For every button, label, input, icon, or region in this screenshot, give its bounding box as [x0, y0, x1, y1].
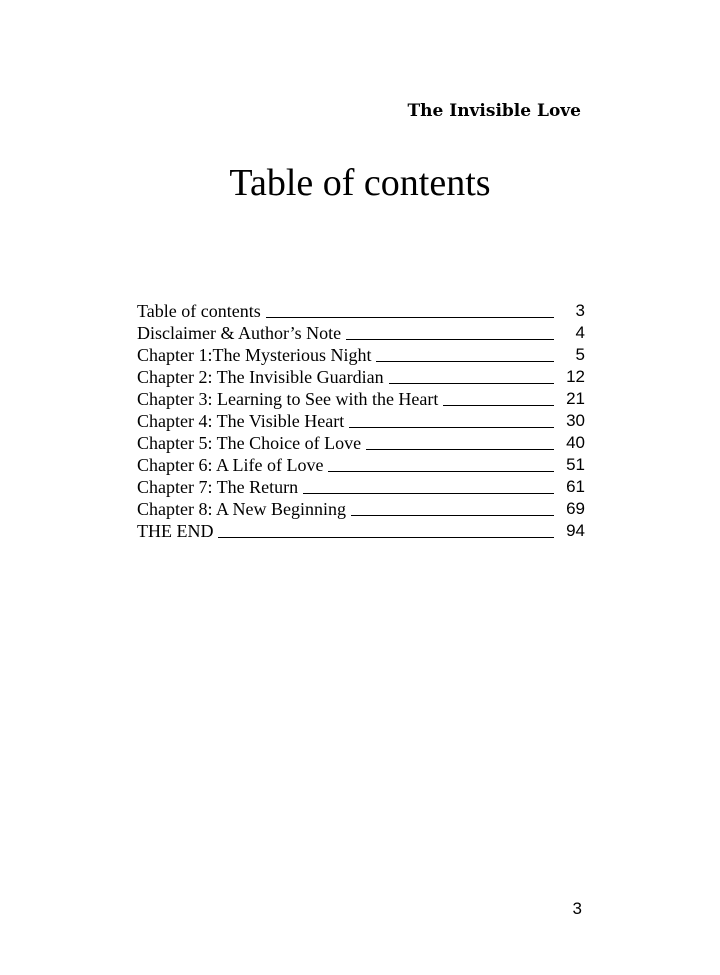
toc-leader-line	[351, 515, 554, 516]
toc-entry-page: 51	[566, 455, 585, 474]
toc-leader-line	[443, 405, 554, 406]
toc-entry[interactable]	[137, 410, 585, 432]
toc-entry-title: Chapter 5: The Choice of Love	[137, 433, 362, 453]
toc-entry-page: 94	[566, 521, 585, 540]
toc-leader-line	[218, 537, 554, 538]
toc-entry-title: Chapter 4: The Visible Heart	[137, 411, 345, 431]
toc-entry[interactable]	[137, 520, 585, 542]
table-of-contents	[137, 300, 585, 542]
toc-entry-page: 4	[575, 323, 585, 342]
toc-entry[interactable]	[137, 344, 585, 366]
toc-leader-line	[266, 317, 554, 318]
toc-entry-title: Disclaimer & Author’s Note	[137, 323, 342, 343]
toc-entry-title: Chapter 2: The Invisible Guardian	[137, 367, 384, 387]
toc-leader-line	[366, 449, 554, 450]
toc-entry-page: 30	[566, 411, 585, 430]
running-header: The Invisible Love	[407, 101, 581, 121]
toc-leader-line	[349, 427, 554, 428]
toc-leader-line	[389, 383, 554, 384]
toc-leader-line	[328, 471, 554, 472]
toc-entry-title: Chapter 1:The Mysterious Night	[137, 345, 372, 365]
toc-entry-title: Table of contents	[137, 301, 261, 321]
toc-leader-line	[303, 493, 554, 494]
toc-entry-page: 12	[566, 367, 585, 386]
toc-entry-title: Chapter 3: Learning to See with the Heart	[137, 389, 439, 409]
toc-entry[interactable]	[137, 366, 585, 388]
toc-entry-title: THE END	[137, 521, 214, 541]
toc-entry[interactable]	[137, 498, 585, 520]
toc-leader-line	[346, 339, 554, 340]
toc-entry[interactable]	[137, 300, 585, 322]
toc-entry-page: 61	[566, 477, 585, 496]
toc-entry-page: 3	[575, 301, 585, 320]
page-title: Table of contents	[229, 162, 491, 204]
page-number: 3	[572, 899, 582, 918]
toc-entry-title: Chapter 7: The Return	[137, 477, 299, 497]
toc-entry-page: 69	[566, 499, 585, 518]
toc-entry-title: Chapter 6: A Life of Love	[137, 455, 324, 475]
toc-entry[interactable]	[137, 322, 585, 344]
toc-leader-line	[376, 361, 554, 362]
toc-entry-title: Chapter 8: A New Beginning	[137, 499, 346, 519]
toc-entry-page: 5	[575, 345, 585, 364]
toc-entry[interactable]	[137, 388, 585, 410]
toc-entry[interactable]	[137, 476, 585, 498]
toc-entry-page: 21	[566, 389, 585, 408]
toc-entry[interactable]	[137, 454, 585, 476]
toc-entry[interactable]	[137, 432, 585, 454]
toc-entry-page: 40	[566, 433, 585, 452]
